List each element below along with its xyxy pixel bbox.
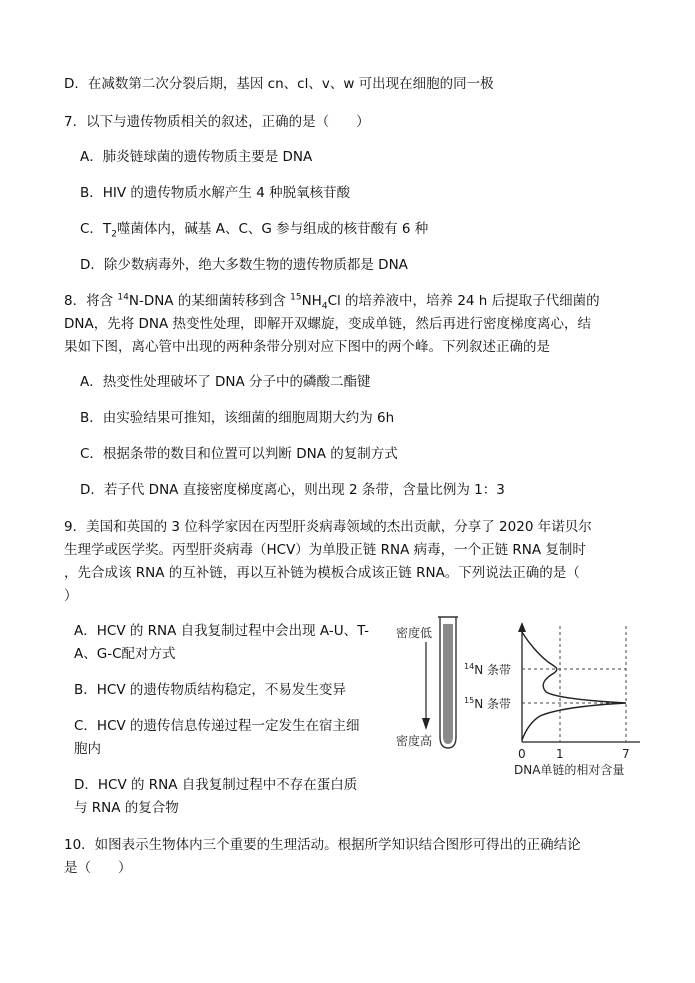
prev-option-d: D．在减数第二次分裂后期，基因 cn、cl、v、w 可出现在细胞的同一极 <box>64 76 494 92</box>
q10-stem-line1: 10．如图表示生物体内三个重要的生理活动。根据所学知识结合图形可得出的正确结论 <box>64 837 581 853</box>
q9-option-c-line1: C．HCV 的遗传信息传递过程一定发生在宿主细 <box>74 718 360 734</box>
q9-stem-line4: ） <box>64 588 78 604</box>
q8-option-d: D．若子代 DNA 直接密度梯度离心，则出现 2 条带，含量比例为 1：3 <box>80 482 505 498</box>
q9-option-a-line2: A、G-C配对方式 <box>74 646 176 662</box>
tick-7: 7 <box>622 747 630 761</box>
q9-option-d-line2: 与 RNA 的复合物 <box>74 800 179 816</box>
q10-stem-line2: 是（ ） <box>64 860 132 876</box>
density-curve <box>522 632 626 740</box>
q8-option-c: C．根据条带的数目和位置可以判断 DNA 的复制方式 <box>80 446 398 462</box>
tube-top-label: 密度低 <box>396 626 433 640</box>
q7-stem: 7．以下与遗传物质相关的叙述，正确的是（ ） <box>64 114 370 130</box>
q9-stem-line2: 生理学或医学奖。丙型肝炎病毒（HCV）为单股正链 RNA 病毒，一个正链 RNA 复制时 <box>64 542 586 558</box>
tube-liquid <box>443 624 453 744</box>
q7-option-d: D．除少数病毒外，绝大多数生物的遗传物质都是 DNA <box>80 257 408 273</box>
q8-option-b: B．由实验结果可推知，该细菌的细胞周期大约为 6h <box>80 410 395 426</box>
q9-option-a-line1: A．HCV 的 RNA 自我复制过程中会出现 A-U、T- <box>74 623 369 639</box>
q8-option-a: A．热变性处理破坏了 DNA 分子中的磷酸二酯键 <box>80 374 371 390</box>
q7-option-a: A．肺炎链球菌的遗传物质主要是 DNA <box>80 149 313 165</box>
q9-option-b: B．HCV 的遗传物质结构稳定，不易发生变异 <box>74 682 346 698</box>
band-15n-label: $^{15}$N 条带 <box>464 696 511 711</box>
tick-1: 1 <box>556 747 564 761</box>
q9-option-c-line2: 胞内 <box>74 741 101 757</box>
q9-stem-line1: 9．美国和英国的 3 位科学家因在丙型肝炎病毒领域的杰出贡献，分享了 2020 年诺贝尔 <box>64 519 592 535</box>
tick-0: 0 <box>518 747 526 761</box>
band-14n-label: $^{14}$N 条带 <box>464 662 511 677</box>
x-axis-label: DNA单链的相对含量 <box>514 763 625 777</box>
q8-stem-line2: DNA，先将 DNA 热变性处理，即解开双螺旋，变成单链，然后再进行密度梯度离心，结 <box>64 316 592 332</box>
q7-option-c: C．$T_2$噬菌体内，碱基 A、C、G 参与组成的核苷酸有 6 种 <box>80 221 429 240</box>
q7-option-b: B．HIV 的遗传物质水解产生 4 种脱氧核苷酸 <box>80 185 351 201</box>
tube-bottom-label: 密度高 <box>396 734 433 748</box>
q9-option-d-line1: D．HCV 的 RNA 自我复制过程中不存在蛋白质 <box>74 777 358 793</box>
centrifuge-figure <box>390 612 670 782</box>
q9-stem-line3: ，先合成该 RNA 的互补链，再以互补链为模板合成该正链 RNA。下列说法正确的是（ <box>64 565 580 581</box>
q8-stem-line1: 8．将含 $^{14}$N-DNA 的某细菌转移到含 $^{15}NH_4Cl$ 的培养液中，培养 24 h 后提取子代细菌的 <box>64 292 600 312</box>
q8-stem-line3: 果如下图，离心管中出现的两种条带分别对应下图中的两个峰。下列叙述正确的是 <box>64 339 550 355</box>
